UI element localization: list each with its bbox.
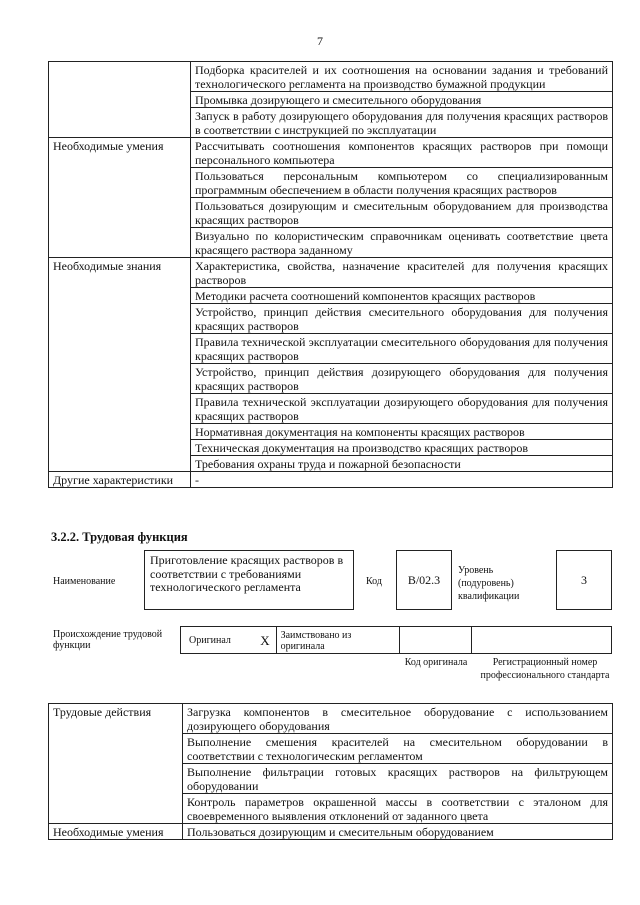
row-text: Подборка красителей и их соотношения на основании задания и требований технологического регламента на производство бумажной продукции [191,62,613,92]
table-row [49,258,613,288]
original-label: Оригинал [189,634,231,646]
row-label: Необходимые знания [49,258,191,472]
table-row [49,704,613,734]
row-label: Необходимые умения [49,138,191,258]
row-text: Пользоваться персональным компьютером со специализированным программным обеспечением в области получения красящих растворов [191,168,613,198]
row-text: Устройство, принцип действия смесительного оборудования для получения красящих растворов [191,304,613,334]
row-text: Методики расчета соотношений компонентов красящих растворов [191,288,613,304]
row-text: Правила технической эксплуатации смесительного оборудования для получения красящих растворов [191,334,613,364]
row-text: Выполнение смешения красителей на смесительном оборудовании в соответствии с технологическим регламентом [183,734,613,764]
requirements-table-top [48,61,613,488]
page-number: 7 [317,34,323,48]
row-text: Загрузка компонентов в смесительное оборудование с использованием дозирующего оборудования [183,704,613,734]
code-value: В/02.3 [396,550,452,610]
row-text: Визуально по колористическим справочникам оценивать соответствие цвета красящего раствора заданному [191,228,613,258]
borrowed-label: Заимствовано из оригинала [277,627,400,653]
code-label: Код [366,576,382,587]
row-text: - [191,472,613,488]
row-text: Пользоваться дозирующим и смесительным оборудованием [183,824,613,840]
row-text: Характеристика, свойства, назначение красителей для получения красящих растворов [191,258,613,288]
level-label: Уровень (подуровень) квалификации [458,565,520,602]
origin-label: Происхождение трудовой функции [53,629,163,651]
row-label [49,62,191,138]
row-text: Пользоваться дозирующим и смесительным оборудованием для производства красящих растворов [191,198,613,228]
registration-number-cell [472,627,611,653]
row-text: Правила технической эксплуатации дозирующего оборудования для получения красящих растворов [191,394,613,424]
row-text: Требования охраны труда и пожарной безопасности [191,456,613,472]
row-text: Рассчитывать соотношения компонентов красящих растворов при помощи персонального компьютера [191,138,613,168]
row-text: Контроль параметров окрашенной массы в соответствии с эталоном для своевременного выявления отклонений от заданного цвета [183,794,613,824]
name-label: Наименование [53,576,116,587]
origin-code-cell [400,627,472,653]
row-text: Нормативная документация на компоненты красящих растворов [191,424,613,440]
row-text: Запуск в работу дозирующего оборудования для получения красящих растворов в соответствии с инструкцией по эксплуатации [191,108,613,138]
row-label: Другие характеристики [49,472,191,488]
table-row [49,824,613,840]
code-original-caption: Код оригинала [404,657,468,668]
row-text: Устройство, принцип действия дозирующего оборудования для получения красящих растворов [191,364,613,394]
row-text: Техническая документация на производство красящих растворов [191,440,613,456]
original-mark: X [260,633,270,648]
level-value: 3 [556,550,612,610]
row-text: Выполнение фильтрации готовых красящих растворов на фильтрующем оборудовании [183,764,613,794]
origin-row [180,626,612,654]
row-label: Необходимые умения [49,824,183,840]
requirements-table-bottom [48,703,613,840]
section-title: 3.2.2. Трудовая функция [51,530,188,544]
table-row [49,138,613,168]
row-label: Трудовые действия [49,704,183,824]
table-row [49,472,613,488]
table-row [49,62,613,92]
original-cell [181,627,277,653]
registration-number-caption: Регистрационный номер профессионального стандарта [480,657,610,681]
row-text: Промывка дозирующего и смесительного оборудования [191,92,613,108]
function-name-value: Приготовление красящих растворов в соответствии с требованиями технологического регламента [144,550,354,610]
